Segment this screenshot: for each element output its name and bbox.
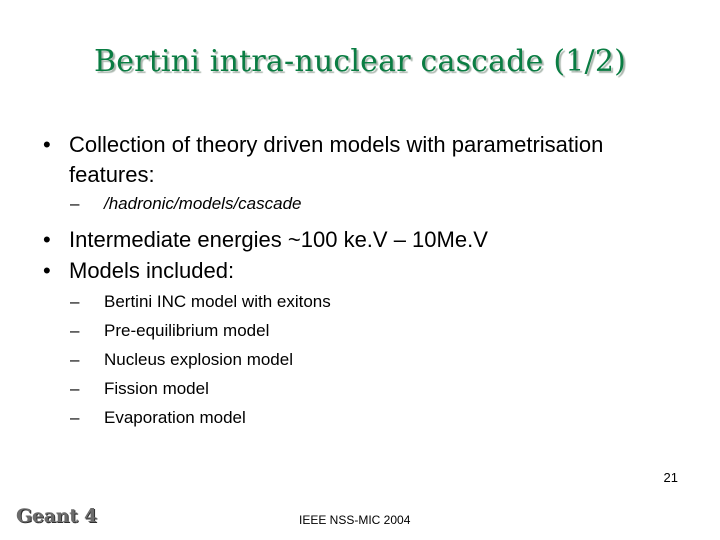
subbullet-dash: – xyxy=(70,194,80,213)
list-item xyxy=(70,291,331,313)
bullet-collection-text-line2: features: xyxy=(69,162,155,187)
model-item-text: Evaporation model xyxy=(104,408,246,427)
subbullet-path xyxy=(70,193,302,215)
subbullet-dash: – xyxy=(70,321,80,340)
bullet-dot: • xyxy=(43,227,51,252)
page-number: 21 xyxy=(663,470,678,485)
bullet-energies xyxy=(43,225,488,255)
slide-title: Bertini intra-nuclear cascade (1/2) xyxy=(93,44,627,79)
list-item xyxy=(70,407,246,429)
bullet-collection xyxy=(43,130,604,160)
geant4-logo: Geant 4 xyxy=(16,505,97,527)
list-item xyxy=(70,320,270,342)
bullet-models-included-text: Models included: xyxy=(69,258,235,283)
bullet-collection-continuation xyxy=(69,160,155,190)
model-item-text: Pre-equilibrium model xyxy=(104,321,270,340)
bullet-dot: • xyxy=(43,258,51,283)
subbullet-dash: – xyxy=(70,292,80,311)
bullet-dot: • xyxy=(43,132,51,157)
bullet-models-included xyxy=(43,256,235,286)
subbullet-dash: – xyxy=(70,379,80,398)
subbullet-path-text: /hadronic/models/cascade xyxy=(104,194,302,213)
model-item-text: Fission model xyxy=(104,379,209,398)
bullet-energies-text: Intermediate energies ~100 ke.V – 10Me.V xyxy=(69,227,488,252)
bullet-collection-text: Collection of theory driven models with parametrisation xyxy=(69,132,604,157)
model-item-text: Bertini INC model with exitons xyxy=(104,292,331,311)
list-item xyxy=(70,378,209,400)
list-item xyxy=(70,349,293,371)
model-item-text: Nucleus explosion model xyxy=(104,350,293,369)
subbullet-dash: – xyxy=(70,408,80,427)
subbullet-dash: – xyxy=(70,350,80,369)
footer-conference: IEEE NSS-MIC 2004 xyxy=(299,513,411,527)
